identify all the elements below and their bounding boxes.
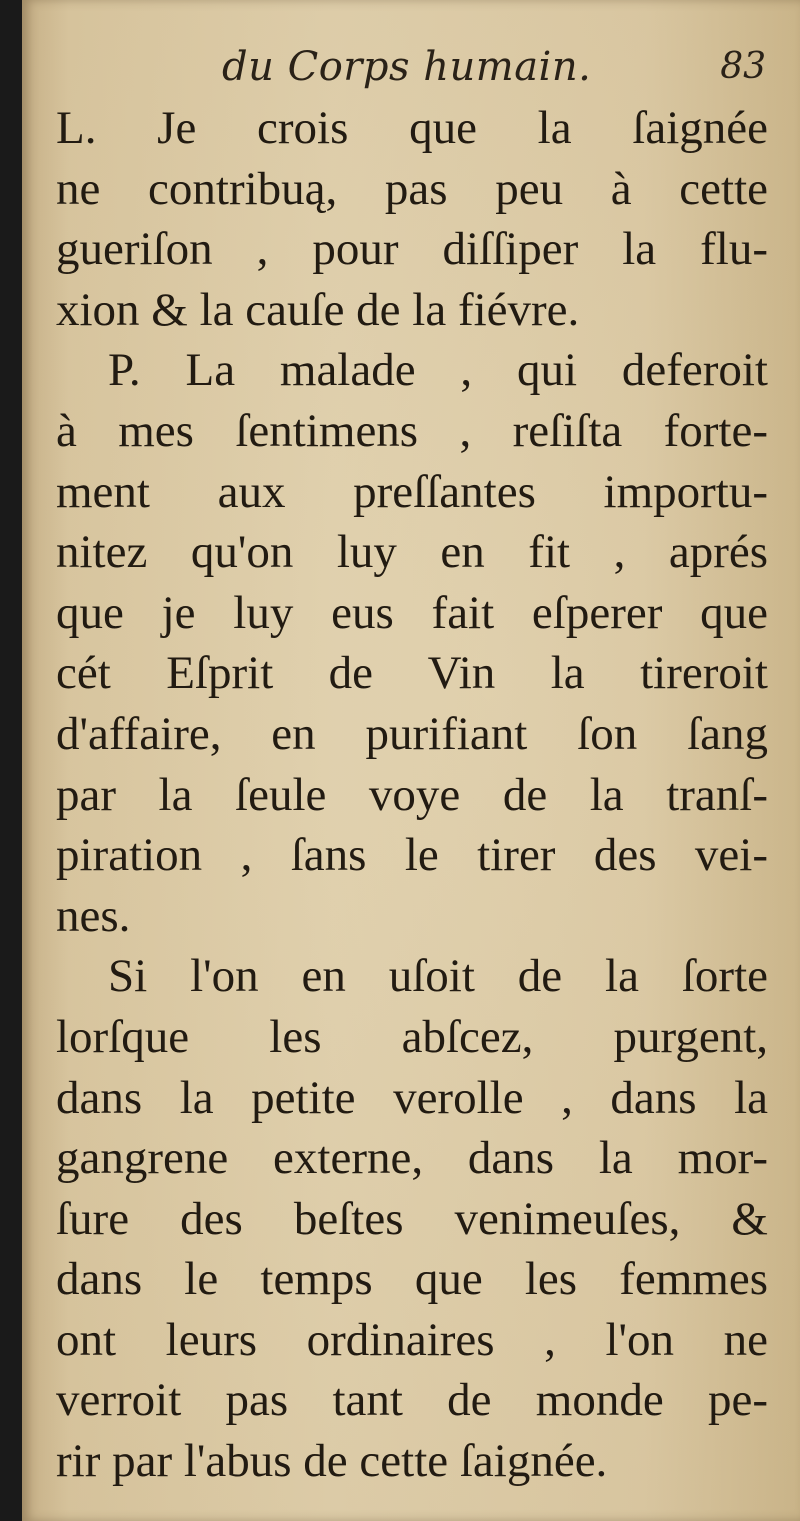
text-line: que je luy eus fait eſperer que — [56, 586, 768, 639]
text-line: dans le temps que les femmes — [56, 1253, 768, 1306]
text-line: L. Je crois que la ſaignée — [56, 102, 768, 154]
text-line: Si l'on en uſoit de la ſorte — [108, 950, 768, 1003]
text-line: lorſque les abſcez, purgent, — [56, 1010, 768, 1063]
text-line: à mes ſentimens , reſiſta forte- — [56, 404, 768, 457]
text-line: gangrene externe, dans la mor- — [56, 1132, 768, 1185]
text-line: ne contribuą, pas peu à cette — [56, 162, 768, 215]
page-header — [22, 44, 800, 104]
text-line: par la ſeule voye de la tranſ- — [56, 768, 768, 821]
text-line: ſure des beſtes venimeuſes, & — [56, 1192, 768, 1245]
text-line: d'affaire, en purifiant ſon ſang — [56, 707, 768, 760]
text-line: ont leurs ordinaires , l'on ne — [56, 1313, 768, 1366]
text-line: cét Eſprit de Vin la tireroit — [56, 647, 768, 700]
text-line: ment aux preſſantes importu- — [56, 465, 768, 518]
text-line: piration , ſans le tirer des vei- — [56, 829, 768, 882]
page-number: 83 — [720, 46, 766, 87]
text-line: gueriſon , pour diſſiper la flu- — [56, 223, 768, 276]
book-page — [22, 0, 800, 1521]
text-line: xion & la cauſe de la fiévre. — [56, 283, 580, 336]
text-line: dans la petite verolle , dans la — [56, 1071, 768, 1124]
body-text — [56, 98, 768, 1492]
text-line: nes. — [56, 889, 131, 942]
running-head: du Corps humain. — [222, 44, 592, 90]
text-line: verroit pas tant de monde pe- — [56, 1374, 768, 1427]
text-line: P. La malade , qui deferoit — [108, 344, 768, 397]
text-line: nitez qu'on luy en fit , aprés — [56, 526, 768, 579]
text-line: rir par l'abus de cette ſaignée. — [56, 1435, 608, 1488]
